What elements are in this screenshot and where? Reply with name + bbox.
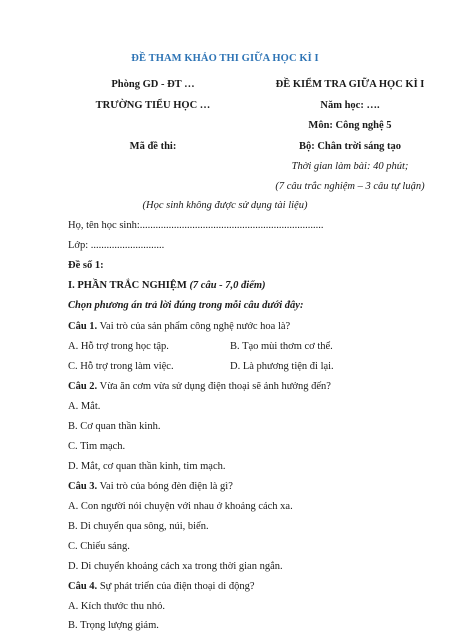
question-2-option-c: C. Tim mạch. [68,441,126,452]
question-2-option-d: D. Mắt, cơ quan thần kinh, tim mạch. [68,461,226,472]
section-title: I. PHẦN TRẮC NGHIỆM [68,280,187,291]
department-label: Phòng GD - ĐT … [111,79,195,90]
question-4 [68,581,255,592]
question-label: Câu 1. [68,321,98,332]
exam-structure: (7 câu trắc nghiệm – 3 câu tự luận) [275,181,425,192]
class-field: Lớp: ............................ [68,240,165,251]
question-text: Vai trò của sản phẩm công nghệ nước hoa là? [99,321,291,332]
subject: Môn: Công nghệ 5 [308,120,392,131]
question-2-option-b: B. Cơ quan thần kinh. [68,421,161,432]
question-label: Câu 2. [68,381,98,392]
question-1-option-c: C. Hỗ trợ trong làm việc. [68,361,174,372]
exam-name: ĐỀ KIỂM TRA GIỮA HỌC KÌ I [275,79,425,90]
question-3-option-b: B. Di chuyển qua sông, núi, biển. [68,521,209,532]
question-text: Vừa ăn cơm vừa sử dụng điện thoại sẽ ảnh hưởng đến? [99,381,331,392]
student-name-field: Họ, tên học sinh:...................................................................... [68,220,324,231]
question-2 [68,381,331,392]
question-3-option-d: D. Di chuyển khoảng cách xa trong thời gian ngắn. [68,561,283,572]
question-3-option-a: A. Con người nói chuyện với nhau ở khoảng cách xa. [68,501,293,512]
question-4-option-a: A. Kích thước thu nhỏ. [68,601,165,612]
exam-code-label: Mã đề thi: [129,141,177,152]
exam-number: Đề số 1: [68,260,104,271]
question-label: Câu 3. [68,481,98,492]
question-label: Câu 4. [68,581,98,592]
school-label: TRƯỜNG TIỂU HỌC … [95,100,211,111]
section-points: (7 câu - 7,0 điểm) [189,280,266,291]
time-limit: Thời gian làm bài: 40 phút; [291,161,409,172]
question-text: Sự phát triển của điện thoại di động? [99,581,255,592]
question-1-option-a: A. Hỗ trợ trong học tập. [68,341,169,352]
question-1 [68,321,290,332]
question-2-option-a: A. Mắt. [68,401,101,412]
school-year: Năm học: …. [320,100,380,111]
section-instruction: Chọn phương án trả lời đúng trong mỗi câu dưới đây: [68,300,304,311]
question-3 [68,481,233,492]
textbook-series: Bộ: Chân trời sáng tạo [298,141,402,152]
question-4-option-b: B. Trọng lượng giảm. [68,620,159,631]
question-3-option-c: C. Chiếu sáng. [68,541,130,552]
question-1-option-b: B. Tạo mùi thơm cơ thể. [230,341,333,352]
document-title: ĐỀ THAM KHẢO THI GIỮA HỌC KÌ I [131,53,319,64]
question-text: Vai trò của bóng đèn điện là gì? [99,481,233,492]
question-1-option-d: D. Là phương tiện đi lại. [230,361,334,372]
section-heading [68,280,266,291]
exam-note: (Học sinh không được sử dụng tài liệu) [142,200,308,211]
